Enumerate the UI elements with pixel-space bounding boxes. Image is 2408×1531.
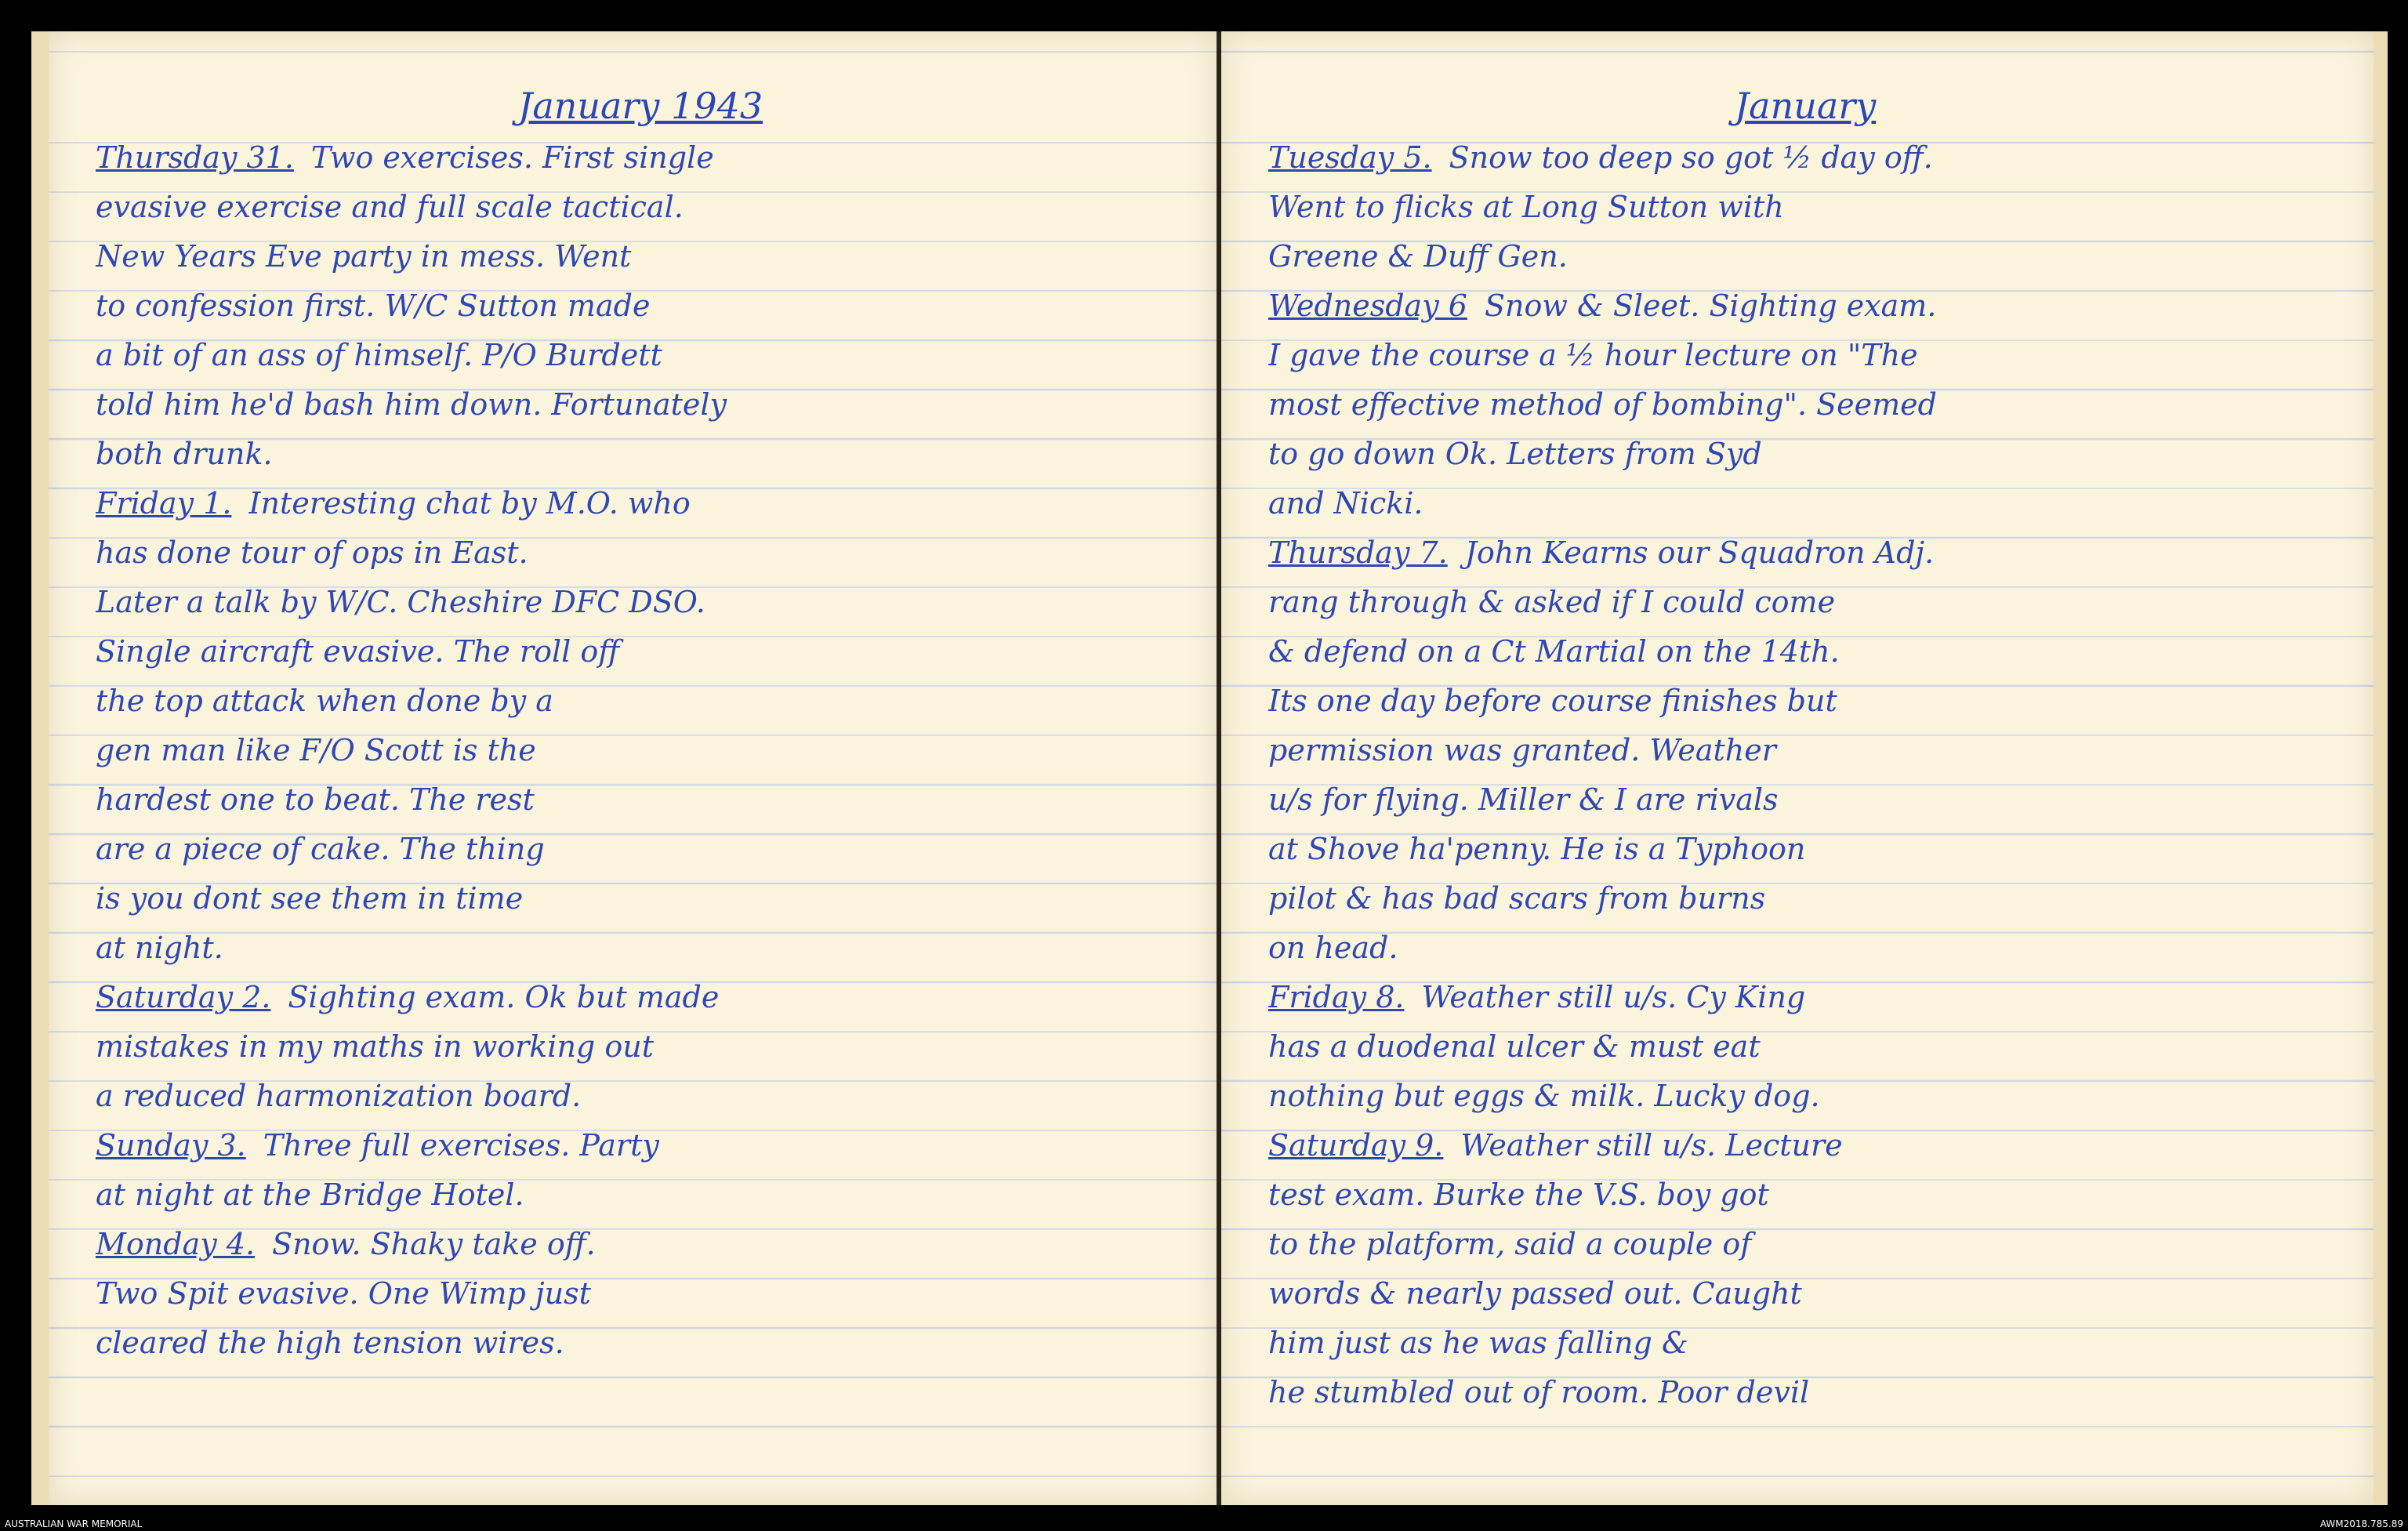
left-page [31, 31, 1217, 1505]
diary-line [96, 430, 1185, 479]
diary-line [96, 677, 1185, 726]
entry-text: John Kearns our Squadron Adj. [1464, 535, 1935, 570]
diary-line [1268, 133, 2342, 183]
entry-day-heading: Thursday 7. [1268, 535, 1448, 570]
entry-text: Two Spit evasive. One Wimp just [96, 1276, 591, 1311]
entry-day-heading: Wednesday 6 [1268, 288, 1467, 323]
diary-line [1268, 578, 2342, 627]
diary-line [1268, 1368, 2342, 1417]
right-page-text [1268, 78, 2342, 1482]
diary-line [1268, 1170, 2342, 1220]
diary-line [96, 627, 1185, 677]
entry-text: u/s for flying. Miller & I are rivals [1268, 782, 1779, 817]
diary-line [96, 1170, 1185, 1220]
entry-day-heading: Saturday 2. [96, 980, 271, 1014]
diary-line [96, 331, 1185, 380]
diary-line [96, 380, 1185, 430]
diary-line [1268, 726, 2342, 775]
diary-line [1268, 528, 2342, 578]
diary-line [96, 825, 1185, 874]
diary-line [96, 726, 1185, 775]
entry-text: Greene & Duff Gen. [1268, 239, 1568, 274]
diary-line [96, 1072, 1185, 1121]
entry-text: hardest one to beat. The rest [96, 782, 535, 817]
diary-line [1268, 331, 2342, 380]
entry-text: a reduced harmonization board. [96, 1079, 582, 1113]
diary-line [1268, 479, 2342, 528]
entry-text: he stumbled out of room. Poor devil [1268, 1375, 1810, 1409]
archive-footer [0, 1517, 2408, 1531]
entry-text: Three full exercises. Party [263, 1128, 659, 1163]
diary-line [96, 874, 1185, 923]
entry-day-heading: Friday 8. [1268, 980, 1405, 1014]
entry-text: pilot & has bad scars from burns [1268, 881, 1766, 916]
archive-credit: AUSTRALIAN WAR MEMORIAL [5, 1518, 143, 1529]
diary-line [1268, 1220, 2342, 1269]
entry-day-heading: Monday 4. [96, 1227, 256, 1261]
archive-reference: AWM2018.785.89 [2319, 1518, 2403, 1529]
diary-line [96, 923, 1185, 973]
diary-line [1268, 183, 2342, 232]
diary-line [96, 775, 1185, 825]
entry-text: are a piece of cake. The thing [96, 832, 545, 866]
diary-line [1268, 1121, 2342, 1170]
entry-text: cleared the high tension wires. [96, 1326, 564, 1360]
diary-line [1268, 775, 2342, 825]
right-page-month-heading: January [1734, 85, 1877, 127]
diary-line [96, 1121, 1185, 1170]
entry-text: Snow & Sleet. Sighting exam. [1484, 288, 1937, 323]
diary-line [1268, 973, 2342, 1022]
entry-text: mistakes in my maths in working out [96, 1029, 654, 1064]
left-page-text [96, 78, 1185, 1482]
entry-text: Weather still u/s. Lecture [1460, 1128, 1843, 1163]
entry-text: rang through & asked if I could come [1268, 585, 1836, 619]
diary-line [96, 528, 1185, 578]
diary-line [96, 281, 1185, 331]
entry-day-heading: Friday 1. [96, 486, 232, 521]
entry-text: both drunk. [96, 437, 273, 471]
open-diary [31, 31, 2378, 1505]
entry-text: Interesting chat by M.O. who [248, 486, 691, 521]
diary-line [1268, 1022, 2342, 1072]
diary-line [96, 232, 1185, 281]
entry-text: to go down Ok. Letters from Syd [1268, 437, 1762, 471]
entry-text: Two exercises. First single [310, 140, 714, 175]
left-page-entries [96, 133, 1185, 1368]
diary-line [96, 578, 1185, 627]
entry-text: New Years Eve party in mess. Went [96, 239, 632, 274]
entry-text: words & nearly passed out. Caught [1268, 1276, 1802, 1311]
entry-text: most effective method of bombing". Seemed [1268, 387, 1937, 422]
entry-day-heading: Sunday 3. [96, 1128, 246, 1163]
entry-text: Went to flicks at Long Sutton with [1268, 190, 1784, 224]
diary-line [1268, 380, 2342, 430]
entry-day-heading: Thursday 31. [96, 140, 294, 175]
entry-text: Sighting exam. Ok but made [288, 980, 720, 1014]
entry-day-heading: Tuesday 5. [1268, 140, 1432, 175]
left-page-month-heading: January 1943 [517, 85, 763, 127]
entry-text: Its one day before course finishes but [1268, 684, 1837, 718]
diary-line [96, 479, 1185, 528]
diary-line [96, 1269, 1185, 1319]
entry-text: at Shove ha'penny. He is a Typhoon [1268, 832, 1806, 866]
entry-text: I gave the course a ½ hour lecture on "The [1268, 338, 1918, 372]
entry-text: at night at the Bridge Hotel. [96, 1177, 524, 1212]
entry-text: told him he'd bash him down. Fortunately [96, 387, 727, 422]
entry-text: has a duodenal ulcer & must eat [1268, 1029, 1761, 1064]
entry-text: has done tour of ops in East. [96, 535, 528, 570]
entry-text: Single aircraft evasive. The roll off [96, 634, 620, 669]
diary-line [1268, 1269, 2342, 1319]
entry-text: to confession first. W/C Sutton made [96, 288, 651, 323]
entry-text: is you dont see them in time [96, 881, 524, 916]
diary-line [1268, 677, 2342, 726]
diary-line [1268, 1319, 2342, 1368]
diary-line [1268, 874, 2342, 923]
entry-text: gen man like F/O Scott is the [96, 733, 536, 767]
diary-line [1268, 232, 2342, 281]
diary-line [96, 133, 1185, 183]
diary-line [96, 183, 1185, 232]
entry-text: nothing but eggs & milk. Lucky dog. [1268, 1079, 1820, 1113]
diary-line [96, 1220, 1185, 1269]
entry-text: and Nicki. [1268, 486, 1423, 521]
entry-text: at night. [96, 931, 223, 965]
diary-line [1268, 430, 2342, 479]
entry-text: test exam. Burke the V.S. boy got [1268, 1177, 1769, 1212]
entry-text: Later a talk by W/C. Cheshire DFC DSO. [96, 585, 705, 619]
diary-line [1268, 825, 2342, 874]
entry-text: & defend on a Ct Martial on the 14th. [1268, 634, 1840, 669]
diary-line [1268, 281, 2342, 331]
entry-text: permission was granted. Weather [1268, 733, 1776, 767]
diary-line [1268, 1072, 2342, 1121]
diary-line [96, 1319, 1185, 1368]
entry-text: Snow too deep so got ½ day off. [1449, 140, 1933, 175]
entry-text: him just as he was falling & [1268, 1326, 1688, 1360]
diary-line [96, 1022, 1185, 1072]
right-page [1221, 31, 2388, 1505]
entry-text: a bit of an ass of himself. P/O Burdett [96, 338, 662, 372]
entry-day-heading: Saturday 9. [1268, 1128, 1444, 1163]
entry-text: evasive exercise and full scale tactical. [96, 190, 684, 224]
entry-text: Weather still u/s. Cy King [1421, 980, 1806, 1014]
entry-text: the top attack when done by a [96, 684, 553, 718]
entry-text: to the platform, said a couple of [1268, 1227, 1752, 1261]
entry-text: Snow. Shaky take off. [272, 1227, 596, 1261]
diary-line [96, 973, 1185, 1022]
diary-line [1268, 627, 2342, 677]
diary-line [1268, 923, 2342, 973]
right-page-entries [1268, 133, 2342, 1417]
entry-text: on head. [1268, 931, 1398, 965]
